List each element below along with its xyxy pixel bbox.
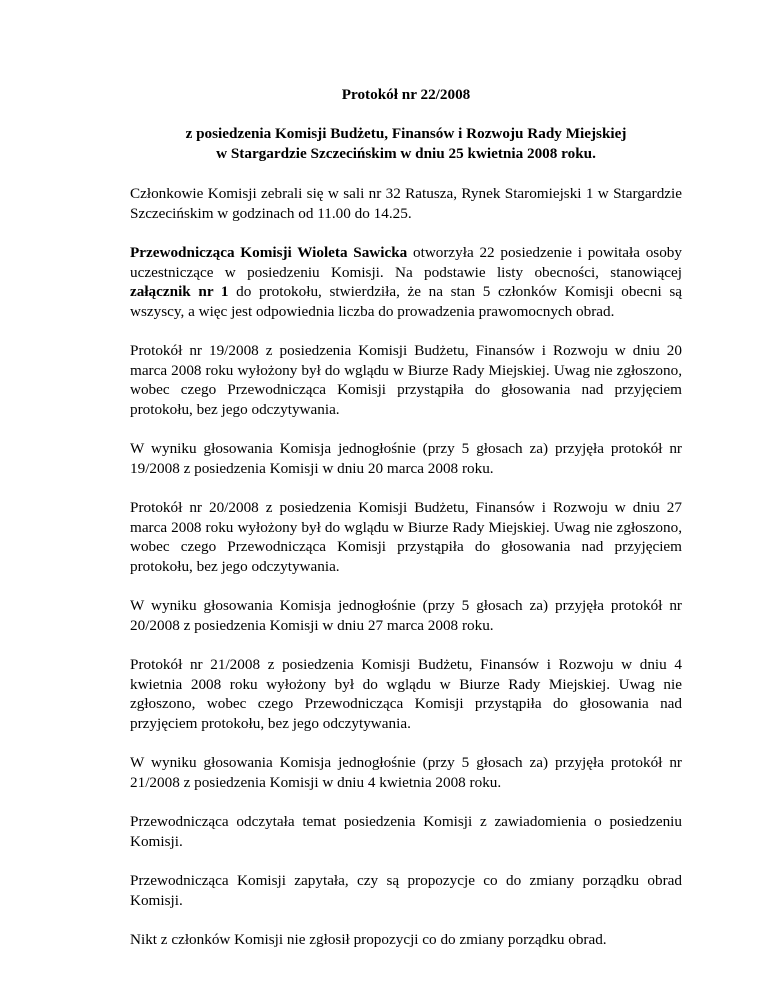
document-subtitle <box>130 124 682 163</box>
opening-text-2: do protokołu, stwierdziła, że na stan 5 członków Komisji obecni są wszyscy, a więc jest odpowiednia liczba do prowadzenia prawomocnych obrad. <box>130 283 683 320</box>
paragraph-opening <box>130 243 682 321</box>
document-title: Protokół nr 22/2008 <box>341 86 471 103</box>
paragraph-agenda-answer: Nikt z członków Komisji nie zgłosił propozycji co do zmiany porządku obrad. <box>130 931 607 948</box>
paragraph-vote-20: W wyniku głosowania Komisja jednogłośnie (przy 5 głosach za) przyjęła protokół nr 20/2008 z posiedzenia Komisji w dniu 27 marca 2008 roku. <box>130 597 682 634</box>
paragraph-topic: Przewodnicząca odczytała temat posiedzenia Komisji z zawiadomienia o posiedzeniu Komisji. <box>130 813 682 850</box>
opening-text-1: otworzyła 22 posiedzenie i powitała osoby uczestniczące w posiedzeniu Komisji. Na podstawie listy obecności, stanowiącej <box>130 244 682 281</box>
paragraph-protocol-20: Protokół nr 20/2008 z posiedzenia Komisji Budżetu, Finansów i Rozwoju w dniu 27 marca 2008 roku wyłożony był do wglądu w Biurze Rady Miejskiej. Uwag nie zgłoszono, wobec czego Przewodnicząca Komisji przystąpiła do głosowania nad przyjęciem protokołu, bez jego odczytywania. <box>130 499 682 575</box>
paragraph-attendance: Członkowie Komisji zebrali się w sali nr 32 Ratusza, Rynek Staromiejski 1 w Stargardzie Szczecińskim w godzinach od 11.00 do 14.25. <box>130 185 682 222</box>
subtitle-line-2: w Stargardzie Szczecińskim w dniu 25 kwietnia 2008 roku. <box>216 144 596 162</box>
paragraph-protocol-21: Protokół nr 21/2008 z posiedzenia Komisji Budżetu, Finansów i Rozwoju w dniu 4 kwietnia 2008 roku wyłożony był do wglądu w Biurze Rady Miejskiej. Uwag nie zgłoszono, wobec czego Przewodnicząca Komisji przystąpiła do głosowania nad przyjęciem protokołu, bez jego odczytywania. <box>130 656 682 732</box>
paragraph-vote-21: W wyniku głosowania Komisja jednogłośnie (przy 5 głosach za) przyjęła protokół nr 21/2008 z posiedzenia Komisji w dniu 4 kwietnia 2008 roku. <box>130 754 682 791</box>
paragraph-protocol-19: Protokół nr 19/2008 z posiedzenia Komisji Budżetu, Finansów i Rozwoju w dniu 20 marca 2008 roku wyłożony był do wglądu w Biurze Rady Miejskiej. Uwag nie zgłoszono, wobec czego Przewodnicząca Komisji przystąpiła do głosowania nad przyjęciem protokołu, bez jego odczytywania. <box>130 342 682 418</box>
attachment-reference: załącznik nr 1 <box>130 283 229 300</box>
chairwoman-name: Przewodnicząca Komisji Wioleta Sawicka <box>130 244 408 261</box>
subtitle-line-1: z posiedzenia Komisji Budżetu, Finansów i Rozwoju Rady Miejskiej <box>185 125 627 142</box>
paragraph-vote-19: W wyniku głosowania Komisja jednogłośnie (przy 5 głosach za) przyjęła protokół nr 19/2008 z posiedzenia Komisji w dniu 20 marca 2008 roku. <box>130 440 682 477</box>
paragraph-agenda-question: Przewodnicząca Komisji zapytała, czy są propozycje co do zmiany porządku obrad Komisji. <box>130 872 682 909</box>
